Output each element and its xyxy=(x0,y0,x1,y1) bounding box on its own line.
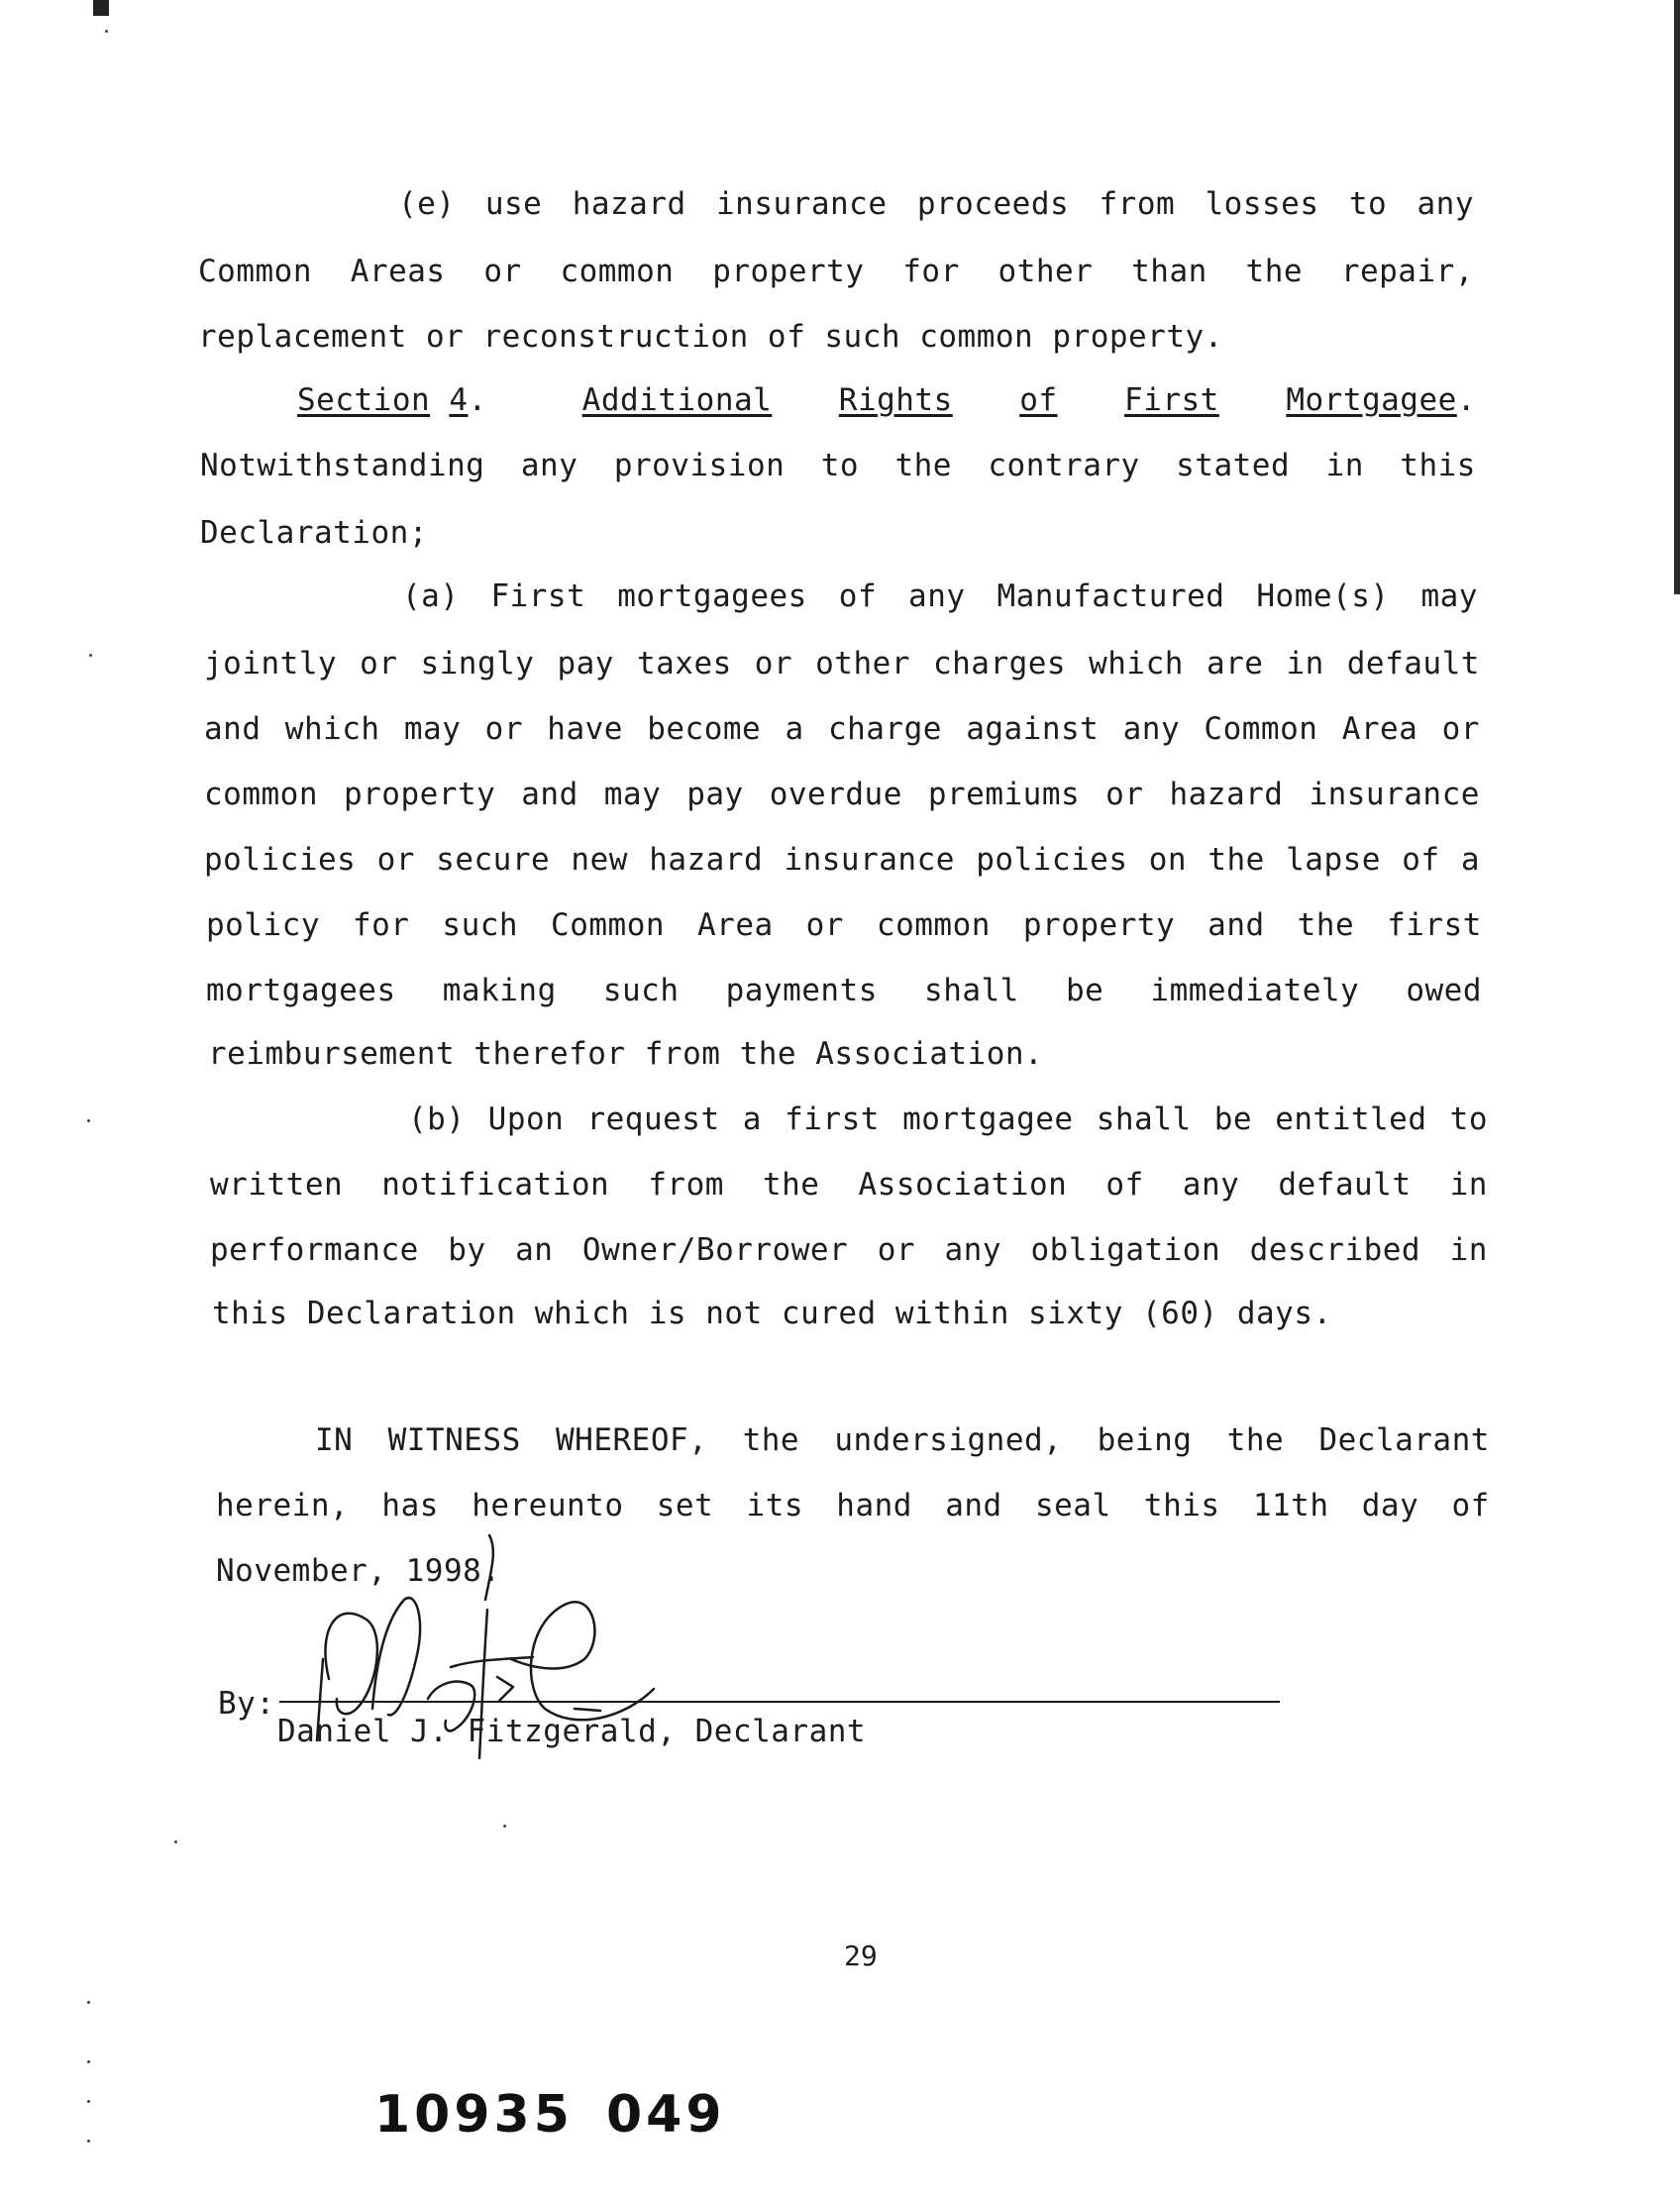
word: insurance xyxy=(1309,777,1480,812)
word: insurance xyxy=(784,842,955,878)
word: obligation xyxy=(1030,1232,1221,1268)
scan-mark-top xyxy=(93,0,109,16)
word: policies xyxy=(204,842,357,878)
section-label: Section xyxy=(297,382,431,418)
word: a xyxy=(742,1101,762,1137)
word: Common xyxy=(198,254,312,289)
word: common xyxy=(560,254,675,289)
scan-speck xyxy=(503,1825,506,1828)
word: have xyxy=(547,711,623,747)
word: first xyxy=(1387,907,1482,943)
word: hand xyxy=(836,1488,912,1523)
word: (b) xyxy=(408,1101,466,1137)
word: Upon xyxy=(487,1101,565,1137)
word: request xyxy=(586,1101,720,1137)
word: provision xyxy=(613,448,786,483)
word: by xyxy=(448,1232,486,1268)
word: losses xyxy=(1205,186,1319,222)
word: mortgagees xyxy=(206,973,396,1008)
word: the xyxy=(894,448,952,483)
section-title xyxy=(582,382,1457,418)
word: common xyxy=(876,907,991,943)
para-b-line-1 xyxy=(408,1101,1488,1137)
para-a-line-1 xyxy=(402,578,1478,614)
word: or xyxy=(483,254,522,289)
word: policies xyxy=(976,842,1128,878)
word: Notwithstanding xyxy=(200,448,485,483)
word: mortgagee xyxy=(902,1101,1074,1137)
word: property xyxy=(343,777,496,812)
para-e-line-1 xyxy=(398,186,1474,222)
para-a-line-5 xyxy=(204,842,1480,878)
witness-line-3: November, 1998. xyxy=(216,1553,501,1589)
recording-page-number: 049 xyxy=(606,2085,726,2145)
word: hazard xyxy=(649,842,764,878)
intro-line-1 xyxy=(200,448,1476,483)
word: undersigned, xyxy=(834,1422,1063,1458)
scan-speck xyxy=(87,2100,90,2103)
word: the xyxy=(762,1167,820,1203)
scan-speck xyxy=(87,1119,90,1122)
word: owed xyxy=(1406,973,1482,1008)
word: any xyxy=(944,1232,1002,1268)
word: and xyxy=(1208,907,1265,943)
word: lapse xyxy=(1286,842,1381,878)
para-b-line-4: this Declaration which is not cured within sixty (60) days. xyxy=(212,1296,1332,1331)
word: or xyxy=(1441,711,1480,747)
section-title-word: Additional xyxy=(581,382,773,418)
word: herein, xyxy=(216,1488,350,1523)
word: such xyxy=(442,907,519,943)
word: or xyxy=(1105,777,1144,812)
word: any xyxy=(1417,186,1474,222)
by-label: By: xyxy=(218,1686,275,1722)
word: and xyxy=(945,1488,1002,1523)
word: or xyxy=(376,842,415,878)
word: common xyxy=(204,777,318,812)
word: has xyxy=(381,1488,439,1523)
word: mortgagees xyxy=(617,578,807,614)
para-a-line-3 xyxy=(204,711,1480,747)
word: immediately xyxy=(1150,973,1360,1008)
word: or xyxy=(360,646,398,681)
word: hazard xyxy=(1169,777,1284,812)
word: secure xyxy=(436,842,551,878)
word: to xyxy=(820,448,860,483)
word: against xyxy=(966,711,1100,747)
scan-speck xyxy=(87,2140,90,2143)
word: and xyxy=(204,711,262,747)
word: stated xyxy=(1176,448,1291,483)
word: the xyxy=(1245,254,1304,289)
word: any xyxy=(1122,711,1181,747)
word: or xyxy=(754,646,793,681)
section-title-end: . xyxy=(1456,382,1476,418)
word: day xyxy=(1361,1488,1419,1523)
word: may xyxy=(403,711,462,747)
section-title-word: of xyxy=(1019,382,1058,418)
word: any xyxy=(908,578,966,614)
word: Common xyxy=(551,907,666,943)
word: on xyxy=(1148,842,1188,878)
word: entitled xyxy=(1275,1101,1427,1137)
word: the xyxy=(742,1422,800,1458)
word: other xyxy=(998,254,1094,289)
word: pay xyxy=(686,777,744,812)
section-separator: . xyxy=(468,382,487,418)
word: a xyxy=(1460,842,1480,878)
para-e-line-2 xyxy=(198,254,1474,289)
word: an xyxy=(515,1232,554,1268)
section-title-word: Rights xyxy=(838,382,953,418)
word: and xyxy=(521,777,578,812)
scan-speck xyxy=(87,2060,90,2063)
para-a-line-2 xyxy=(204,646,1480,681)
word: any xyxy=(1182,1167,1240,1203)
witness-line-1 xyxy=(315,1422,1490,1458)
word: IN xyxy=(315,1422,354,1458)
word: a xyxy=(785,711,804,747)
word: WITNESS xyxy=(387,1422,521,1458)
para-a-line-7 xyxy=(206,973,1482,1008)
word: be xyxy=(1065,973,1104,1008)
intro-line-2: Declaration; xyxy=(200,515,428,551)
word: charge xyxy=(827,711,942,747)
word: repair, xyxy=(1340,254,1474,289)
word: shall xyxy=(924,973,1019,1008)
word: any xyxy=(520,448,578,483)
word: hereunto xyxy=(472,1488,624,1523)
word: in xyxy=(1449,1232,1488,1268)
word: property xyxy=(1022,907,1176,943)
word: (a) xyxy=(402,578,460,614)
word: charges xyxy=(932,646,1067,681)
word: jointly xyxy=(204,646,338,681)
word: the xyxy=(1226,1422,1285,1458)
scan-speck xyxy=(174,1840,177,1843)
word: of xyxy=(1402,842,1440,878)
word: set xyxy=(656,1488,714,1523)
word: for xyxy=(902,254,960,289)
word: Area xyxy=(697,907,774,943)
para-b-line-3 xyxy=(210,1232,1488,1268)
word: 11th xyxy=(1252,1488,1329,1523)
word: policy xyxy=(206,907,320,943)
word: to xyxy=(1449,1101,1488,1137)
section-number: 4 xyxy=(449,382,469,418)
word: become xyxy=(647,711,762,747)
scan-edge-right xyxy=(1674,0,1680,594)
word: singly xyxy=(420,646,535,681)
scan-speck xyxy=(87,2001,90,2004)
word: described xyxy=(1249,1232,1421,1268)
scan-speck xyxy=(89,654,92,657)
word: WHEREOF, xyxy=(556,1422,708,1458)
word: first xyxy=(785,1101,880,1137)
word: the xyxy=(1208,842,1265,878)
para-a-line-6 xyxy=(206,907,1482,943)
word: in xyxy=(1449,1167,1488,1203)
word: being xyxy=(1097,1422,1193,1458)
word: default xyxy=(1346,646,1480,681)
word: insurance xyxy=(716,186,888,222)
word: of xyxy=(838,578,878,614)
word: hazard xyxy=(572,186,686,222)
section-title-word: First xyxy=(1124,382,1219,418)
para-b-line-2 xyxy=(210,1167,1488,1203)
word: for xyxy=(352,907,410,943)
word: Declarant xyxy=(1318,1422,1490,1458)
word: which xyxy=(1089,646,1184,681)
word: this xyxy=(1143,1488,1220,1523)
word: such xyxy=(602,973,680,1008)
word: in xyxy=(1325,448,1364,483)
para-a-line-4 xyxy=(204,777,1480,812)
word: to xyxy=(1348,186,1388,222)
word: this xyxy=(1400,448,1476,483)
handwritten-signature xyxy=(277,1511,832,1768)
word: Owner/Borrower xyxy=(581,1232,849,1268)
word: from xyxy=(1099,186,1176,222)
word: other xyxy=(815,646,910,681)
word: use xyxy=(484,186,543,222)
word: written xyxy=(210,1167,344,1203)
word: payments xyxy=(725,973,878,1008)
word: overdue xyxy=(769,777,902,812)
word: performance xyxy=(210,1232,419,1268)
word: its xyxy=(746,1488,804,1523)
word: default xyxy=(1278,1167,1412,1203)
word: property xyxy=(712,254,865,289)
page-number: 29 xyxy=(844,1939,878,1972)
word: may xyxy=(603,777,662,812)
word: or xyxy=(484,711,523,747)
word: premiums xyxy=(927,777,1081,812)
word: pay xyxy=(557,646,614,681)
word: Area xyxy=(1341,711,1418,747)
para-a-line-8: reimbursement therefor from the Association. xyxy=(208,1036,1044,1072)
word: or xyxy=(877,1232,916,1268)
word: taxes xyxy=(636,646,732,681)
word: notification xyxy=(381,1167,610,1203)
word: in xyxy=(1286,646,1324,681)
word: Home(s) xyxy=(1256,578,1390,614)
section-title-word: Mortgagee xyxy=(1286,382,1457,418)
word: of xyxy=(1451,1488,1490,1523)
book-number: 10935 xyxy=(374,2085,574,2145)
scan-speck xyxy=(105,30,108,33)
word: or xyxy=(805,907,844,943)
word: seal xyxy=(1034,1488,1111,1523)
word: than xyxy=(1131,254,1208,289)
signatory-name: Daniel J. Fitzgerald, Declarant xyxy=(277,1714,867,1749)
section-heading xyxy=(297,382,1476,418)
word: proceeds xyxy=(916,186,1070,222)
word: Areas xyxy=(350,254,446,289)
word: Common xyxy=(1204,711,1318,747)
word: new xyxy=(571,842,628,878)
word: the xyxy=(1297,907,1355,943)
para-e-line-3: replacement or reconstruction of such common property. xyxy=(198,319,1223,355)
word: from xyxy=(648,1167,724,1203)
word: Association xyxy=(858,1167,1068,1203)
word: shall xyxy=(1096,1101,1192,1137)
word: Manufactured xyxy=(997,578,1225,614)
word: making xyxy=(442,973,557,1008)
word: contrary xyxy=(988,448,1140,483)
word: which xyxy=(284,711,380,747)
word: are xyxy=(1206,646,1264,681)
word: be xyxy=(1213,1101,1253,1137)
word: may xyxy=(1420,578,1478,614)
word: First xyxy=(490,578,586,614)
word: of xyxy=(1105,1167,1144,1203)
word: (e) xyxy=(398,186,456,222)
